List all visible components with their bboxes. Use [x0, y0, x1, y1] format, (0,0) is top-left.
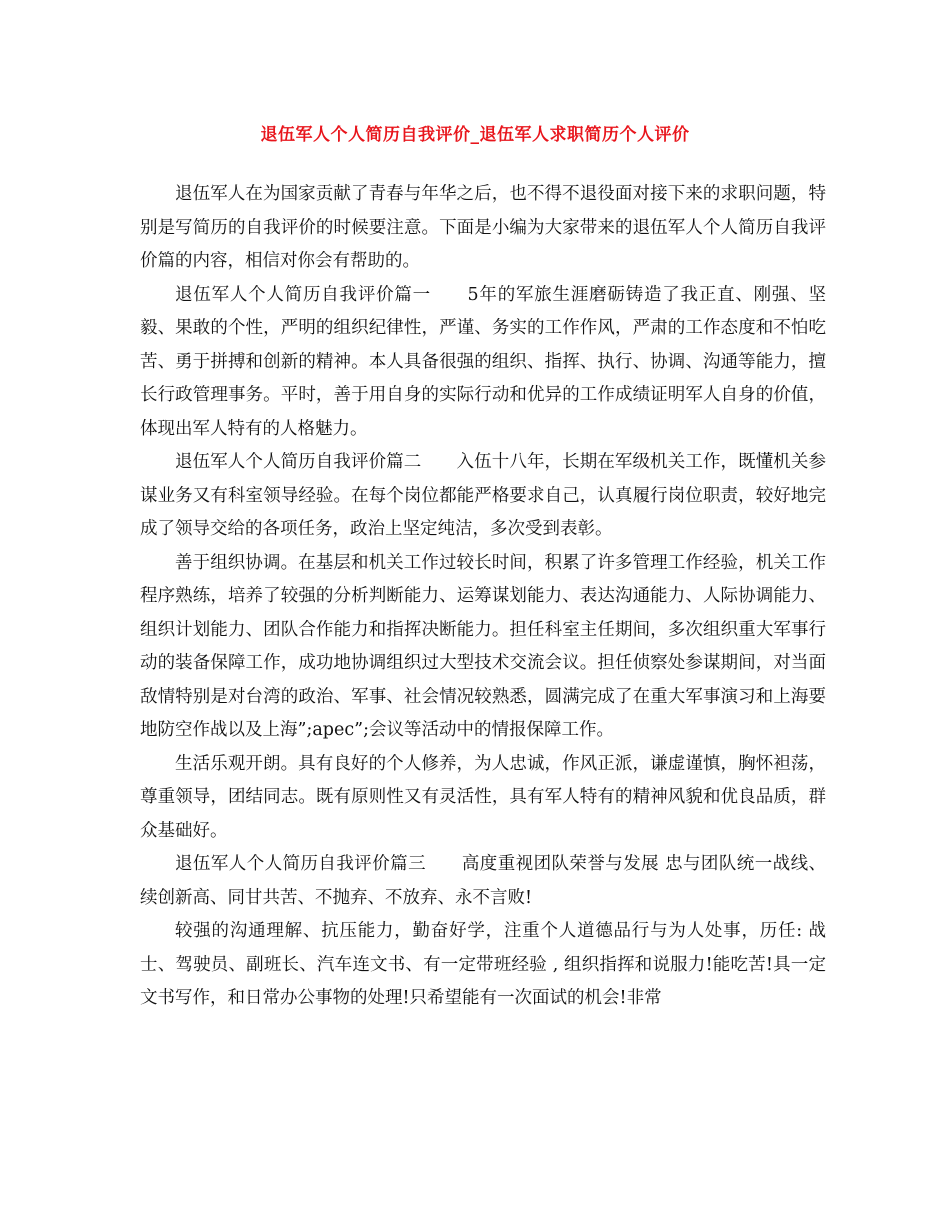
- paragraph-section-3: 退伍军人个人简历自我评价篇三 高度重视团队荣誉与发展 忠与团队统一战线、续创新高、同甘共苦、不抛弃、不放弃、永不言败!: [140, 854, 826, 908]
- paragraph-coordination: 善于组织协调。在基层和机关工作过较长时间，积累了许多管理工作经验，机关工作程序熟练，培养了较强的分析判断能力、运筹谋划能力、表达沟通能力、人际协调能力、组织计划能力、团队合作能力和指挥决断能力。担任科室主任期间，多次组织重大军事行动的装备保障工作，成功地协调组织过大型技术交流会议。担任侦察处参谋期间，对当面敌情特别是对台湾的政治、军事、社会情况较熟悉，圆满完成了在重大军事演习和上海要地防空作战以及上海”;apec”;会议等活动中的情报保障工作。: [140, 552, 826, 740]
- paragraph-section-1: 退伍军人个人简历自我评价篇一 5年的军旅生涯磨砺铸造了我正直、刚强、坚毅、果敢的个性，严明的组织纪律性，严谨、务实的工作作风，严肃的工作态度和不怕吃苦、勇于拼搏和创新的精神。本人具备很强的组织、指挥、执行、协调、沟通等能力，擅长行政管理事务。平时，善于用自身的实际行动和优异的工作成绩证明军人自身的价值，体现出军人特有的人格魅力。: [140, 284, 826, 439]
- document-body: [140, 178, 826, 1016]
- document-title: 退伍军人个人简历自我评价_退伍军人求职简历个人评价: [260, 125, 690, 145]
- paragraph-personality: 生活乐观开朗。具有良好的个人修养，为人忠诚，作风正派，谦虚谨慎，胸怀袒荡，尊重领导，团结同志。既有原则性又有灵活性，具有军人特有的精神风貌和优良品质，群众基础好。: [140, 753, 826, 841]
- paragraph-intro: 退伍军人在为国家贡献了青春与年华之后，也不得不退役面对接下来的求职问题，特别是写简历的自我评价的时候要注意。下面是小编为大家带来的退伍军人个人简历自我评价篇的内容，相信对你会有帮助的。: [140, 184, 826, 271]
- paragraph-section-2: 退伍军人个人简历自我评价篇二 入伍十八年，长期在军级机关工作，既懂机关参谋业务又有科室领导经验。在每个岗位都能严格要求自己，认真履行岗位职责，较好地完成了领导交给的各项任务，政治上坚定纯洁，多次受到表彰。: [140, 452, 826, 539]
- paragraph-abilities: 较强的沟通理解、抗压能力，勤奋好学，注重个人道德品行与为人处事，历任: 战士、驾驶员、副班长、汽车连文书、有一定带班经验 , 组织指挥和说服力!能吃苦!具一定文书写作，和日常办公事物的处理!只希望能有一次面试的机会!非常: [140, 921, 826, 1008]
